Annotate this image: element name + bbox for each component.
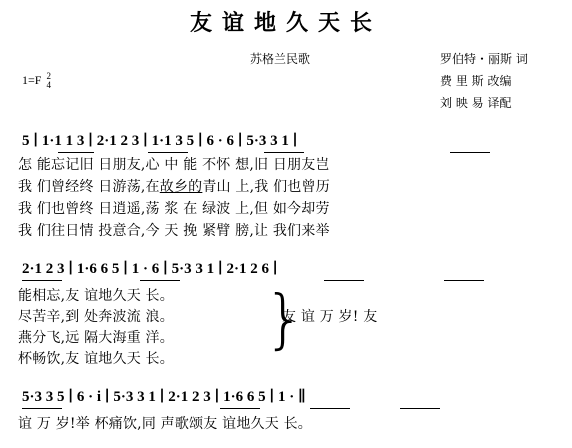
beam-3 (264, 152, 304, 153)
beam-1 (58, 152, 94, 153)
beam-11 (310, 408, 350, 409)
lyric-row1-verse1: 怎 能忘记旧 日朋友,心 中 能 不怀 想,旧 日朋友岂 (18, 157, 330, 173)
song-title: 友谊地久天长 (189, 10, 382, 36)
score-row-1: 5 ∣ 1·1 1 3 ∣ 2·1 2 3 ∣ 1·1 3 5 ∣ 6 · 6 ∣ 5·3 3 1 ∣ (22, 133, 298, 149)
score-row-3: 5·3 3 5 ∣ 6 · i ∣ 5·3 3 1 ∣ 2·1 2 3 ∣ 1·6 6 5 ∣ 1 · ∥ (22, 389, 306, 405)
lyric-v2-underlined: 故乡的 (159, 179, 203, 195)
lyric-row2-verse3: 燕分飞,远 隔大海重 洋。 (18, 330, 174, 346)
lyric-row3: 谊 万 岁!举 杯痛饮,同 声歌颂友 谊地久天 长。 (18, 416, 312, 432)
lyric-row2-verse1: 能相忘,友 谊地久天 长。 (18, 288, 174, 304)
beam-2 (148, 152, 188, 153)
lyric-row1-verse3: 我 们也曾终 日逍遥,荡 浆 在 绿波 上,但 如今却劳 (18, 201, 330, 217)
beam-10 (220, 408, 260, 409)
key-label: 1=F (22, 72, 42, 87)
lyric-row2-verse4: 杯畅饮,友 谊地久天 长。 (18, 351, 174, 367)
beam-12 (400, 408, 440, 409)
beam-9 (22, 408, 62, 409)
beam-6 (140, 280, 180, 281)
lyric-chorus: 友 谊 万 岁! 友 (282, 309, 378, 325)
editor-credit: 费 里 斯 改编 (440, 74, 512, 88)
verse-brace-icon: } (264, 283, 305, 357)
lyric-v2-b: 青山 上,我 们也曾历 (202, 179, 330, 195)
translator-credit: 刘 映 易 译配 (440, 96, 512, 110)
lyric-row1-verse4: 我 们往日情 投意合,今 天 挽 紧臂 膀,让 我们来举 (18, 223, 330, 239)
time-signature (46, 72, 51, 90)
song-origin: 苏格兰民歌 (250, 52, 311, 66)
score-row-2: 2·1 2 3 ∣ 1·6 6 5 ∣ 1 · 6 ∣ 5·3 3 1 ∣ 2·1 2 6 ∣ (22, 261, 278, 277)
time-bottom: 4 (46, 80, 51, 90)
lyric-row2-verse2: 尽苦辛,到 处奔波流 浪。 (18, 309, 174, 325)
beam-4 (450, 152, 490, 153)
lyricist-credit: 罗伯特・丽斯 词 (440, 52, 528, 66)
lyric-row1-verse2 (18, 177, 330, 197)
key-signature (22, 72, 51, 90)
beam-8 (444, 280, 484, 281)
time-top: 2 (46, 71, 51, 81)
lyric-v2-a: 我 们曾经终 日游荡,在 (18, 179, 160, 195)
beam-5 (22, 280, 62, 281)
beam-7 (324, 280, 364, 281)
